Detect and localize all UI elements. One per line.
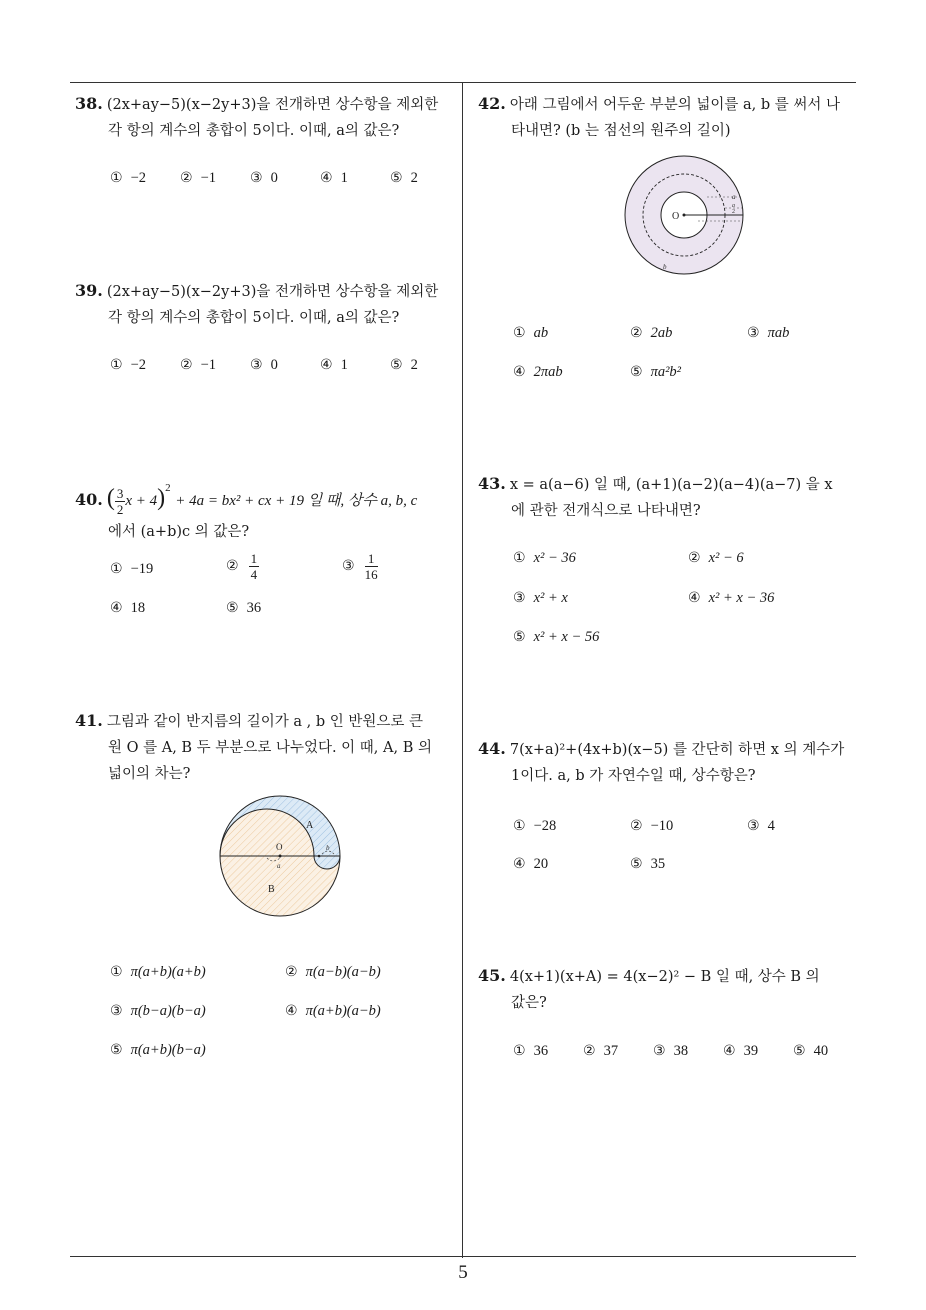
choice-44-2[interactable]: ② −10: [630, 818, 674, 834]
choice-40-2[interactable]: ② $\frac{1}{4}$: [226, 551, 258, 582]
choice-41-2[interactable]: ② π(a−b)(a−b): [285, 964, 381, 980]
question-text-line-1: x = a(a−6) 일 때, (a+1)(a−2)(a−4)(a−7) 을 x: [509, 477, 833, 493]
question-44: [478, 736, 863, 789]
question-41: [75, 708, 460, 787]
label-a-half: a: [732, 203, 735, 209]
question-number: 41.: [75, 711, 103, 730]
question-43: [478, 471, 863, 524]
choice-40-5[interactable]: ⑤ 36: [226, 600, 262, 616]
choice-42-1[interactable]: ① ab: [513, 325, 549, 341]
choice-43-1[interactable]: ① x² − 36: [513, 550, 576, 566]
choice-38-5[interactable]: ⑤ 2: [390, 170, 418, 186]
question-39: [75, 278, 460, 331]
label-a-top: a: [732, 193, 736, 201]
question-42: [478, 91, 863, 144]
choice-45-1[interactable]: ① 36: [513, 1043, 549, 1059]
figure-41-circle: [210, 790, 350, 922]
choice-42-4[interactable]: ④ 2πab: [513, 364, 563, 380]
choice-45-4[interactable]: ④ 39: [723, 1043, 759, 1059]
choice-43-3[interactable]: ③ x² + x: [513, 590, 568, 606]
choice-42-2[interactable]: ② 2ab: [630, 325, 673, 341]
choice-39-2[interactable]: ② −1: [180, 357, 216, 373]
choice-44-3[interactable]: ③ 4: [747, 818, 775, 834]
question-number: 40.: [75, 490, 103, 509]
choice-45-5[interactable]: ⑤ 40: [793, 1043, 829, 1059]
question-number: 43.: [478, 474, 506, 493]
figure-42-rings: [616, 152, 756, 280]
choice-38-2[interactable]: ② −1: [180, 170, 216, 186]
question-text-line-2: 에서 (a+b)c 의 값은?: [108, 524, 250, 540]
choice-44-1[interactable]: ① −28: [513, 818, 557, 834]
label-a: a: [277, 862, 281, 870]
label-o: O: [672, 211, 680, 222]
choice-38-3[interactable]: ③ 0: [250, 170, 278, 186]
fraction: $\frac{3}{2}$: [116, 485, 124, 517]
question-text-line-2: 각 항의 계수의 총합이 5이다. 이때, a의 값은?: [108, 123, 400, 139]
choice-41-1[interactable]: ① π(a+b)(a+b): [110, 964, 206, 980]
label-b: b: [663, 263, 667, 271]
choice-45-3[interactable]: ③ 38: [653, 1043, 689, 1059]
question-text-line-2: 원 O 를 A, B 두 부분으로 나누었다. 이 때, A, B 의: [108, 740, 432, 756]
choice-44-4[interactable]: ④ 20: [513, 856, 549, 872]
question-40: 40. ( $\frac{3}{2}$ x + 4)$^2$ + 4a = bx² + cx + 19 일 때, 상수 a, b, c 에서 (a+b)c 의 값은?: [75, 470, 460, 545]
question-text-line-1: (2x+ay−5)(x−2y+3)을 전개하면 상수항을 제외한: [106, 284, 439, 300]
question-text-line-2: 각 항의 계수의 총합이 5이다. 이때, a의 값은?: [108, 310, 400, 326]
label-half-den: 2: [732, 209, 735, 215]
choice-38-1[interactable]: ① −2: [110, 170, 146, 186]
question-text-line-2: 값은?: [511, 995, 547, 1011]
exponent: 2: [165, 482, 171, 494]
question-text-line-1: + 4a = bx² + cx + 19 일 때, 상수 a, b, c: [175, 493, 418, 509]
choice-41-5[interactable]: ⑤ π(a+b)(b−a): [110, 1042, 206, 1058]
label-o: O: [276, 842, 283, 852]
choice-45-2[interactable]: ② 37: [583, 1043, 619, 1059]
choice-39-4[interactable]: ④ 1: [320, 357, 348, 373]
bottom-rule: [70, 1256, 856, 1257]
choice-43-4[interactable]: ④ x² + x − 36: [688, 590, 775, 606]
question-text-line-1: 아래 그림에서 어두운 부분의 넓이를 a, b 를 써서 나: [509, 97, 840, 113]
center-dot: [683, 214, 686, 217]
question-number: 44.: [478, 739, 506, 758]
choice-40-4[interactable]: ④ 18: [110, 600, 146, 616]
question-text-line-1: 4(x+1)(x+A) = 4(x−2)² − B 일 때, 상수 B 의: [509, 969, 820, 985]
question-text-line-2: 에 관한 전개식으로 나타내면?: [511, 503, 701, 519]
choice-40-1[interactable]: ① −19: [110, 561, 154, 577]
label-a-region: A: [306, 820, 314, 831]
choice-44-5[interactable]: ⑤ 35: [630, 856, 666, 872]
column-divider: [462, 82, 463, 1258]
question-number: 45.: [478, 966, 506, 985]
point-dot: [318, 855, 321, 858]
top-rule: [70, 82, 856, 83]
choice-43-5[interactable]: ⑤ x² + x − 56: [513, 629, 600, 645]
question-number: 39.: [75, 281, 103, 300]
question-text-line-1: 7(x+a)²+(4x+b)(x−5) 를 간단히 하면 x 의 계수가: [509, 742, 845, 758]
center-dot: [279, 855, 282, 858]
question-text-line-2: 1이다. a, b 가 자연수일 때, 상수항은?: [511, 768, 756, 784]
choice-41-4[interactable]: ④ π(a+b)(a−b): [285, 1003, 381, 1019]
choice-38-4[interactable]: ④ 1: [320, 170, 348, 186]
choice-39-5[interactable]: ⑤ 2: [390, 357, 418, 373]
label-b-region: B: [268, 884, 275, 895]
choice-40-3[interactable]: ③ $\frac{1}{16}$: [342, 551, 378, 582]
label-b: b: [326, 844, 330, 852]
question-38: [75, 91, 460, 144]
question-number: 38.: [75, 94, 103, 113]
choice-42-3[interactable]: ③ πab: [747, 325, 790, 341]
choice-41-3[interactable]: ③ π(b−a)(b−a): [110, 1003, 206, 1019]
paren-inner: x + 4: [125, 493, 158, 509]
choice-43-2[interactable]: ② x² − 6: [688, 550, 744, 566]
paren-expression: (: [106, 485, 115, 511]
question-text-line-1: 그림과 같이 반지름의 길이가 a , b 인 반원으로 큰: [106, 714, 423, 730]
page-number: 5: [458, 1262, 468, 1283]
question-45: [478, 963, 863, 1016]
question-text-line-2: 타내면? (b 는 점선의 원주의 길이): [511, 123, 731, 139]
choice-39-3[interactable]: ③ 0: [250, 357, 278, 373]
choice-42-5[interactable]: ⑤ πa²b²: [630, 364, 682, 380]
choice-39-1[interactable]: ① −2: [110, 357, 146, 373]
question-number: 42.: [478, 94, 506, 113]
question-text-line-1: (2x+ay−5)(x−2y+3)을 전개하면 상수항을 제외한: [106, 97, 439, 113]
question-text-line-3: 넓이의 차는?: [108, 766, 191, 782]
